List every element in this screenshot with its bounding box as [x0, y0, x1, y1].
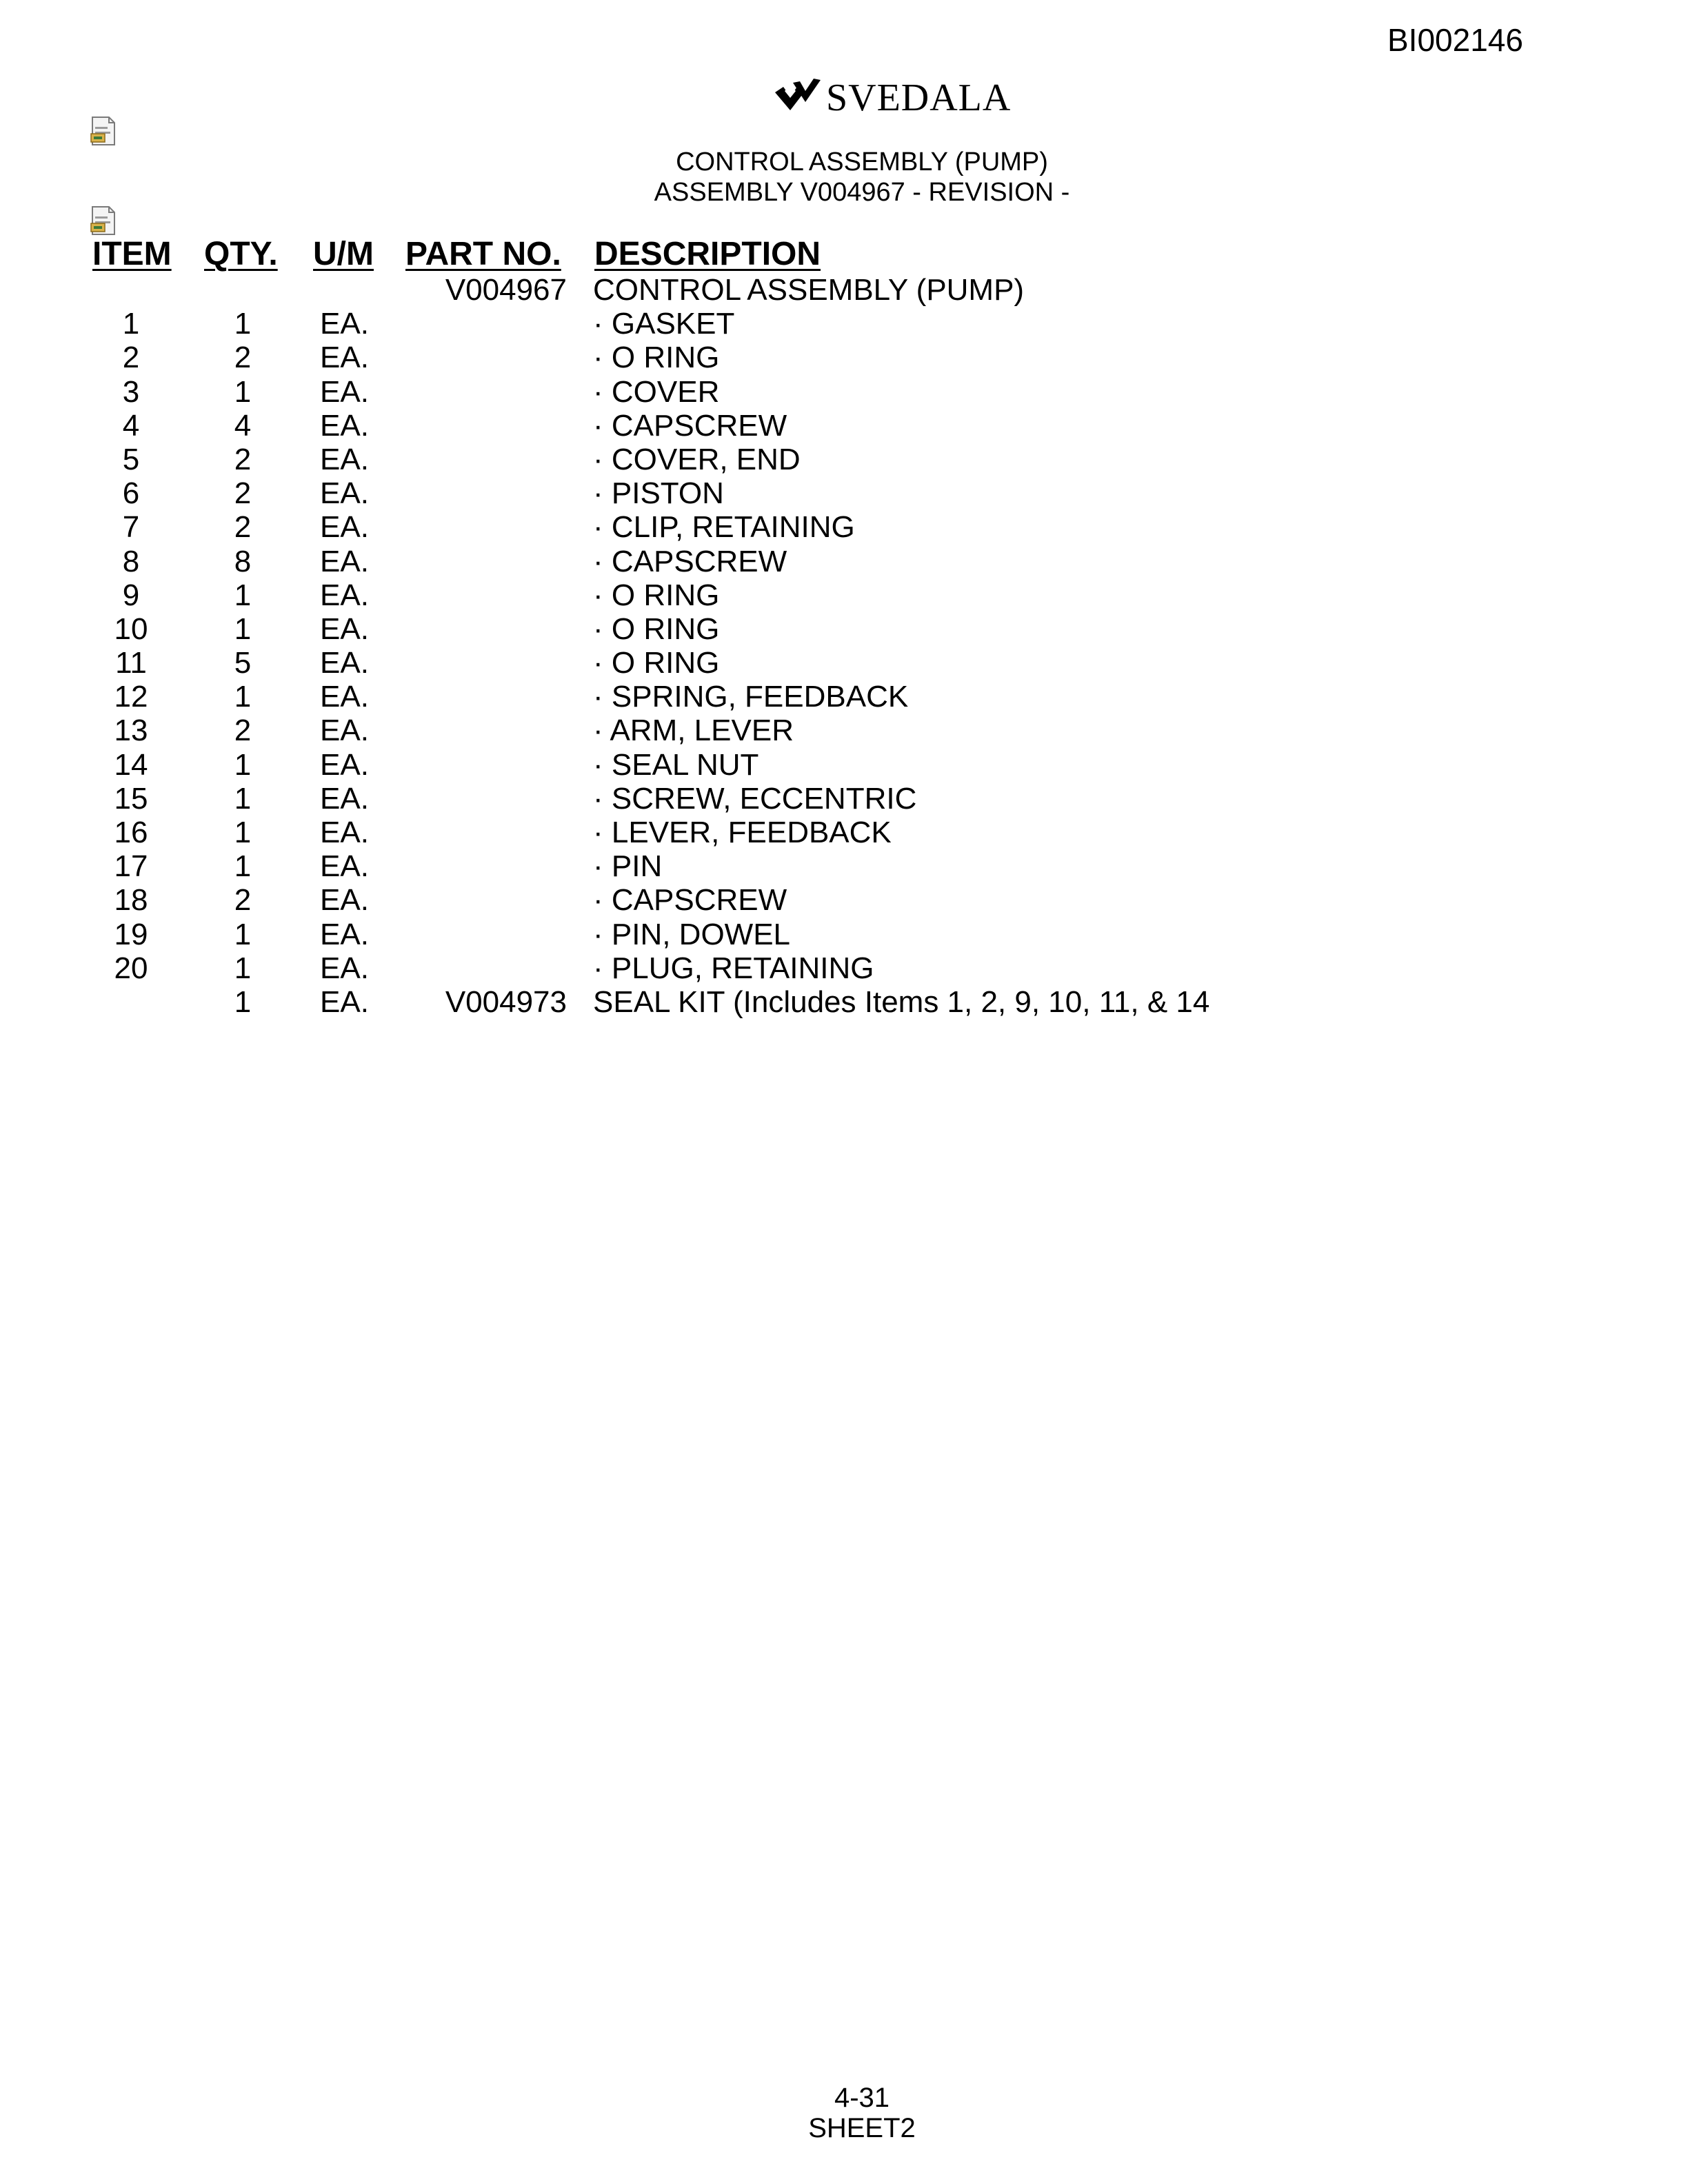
item-number-cell: 13	[114, 714, 148, 748]
table-row	[0, 578, 1688, 612]
quantity-cell: 2	[234, 341, 252, 375]
item-number-cell: 17	[114, 849, 148, 884]
logo-wordmark: SVEDALA	[826, 77, 1012, 119]
quantity-cell: 8	[234, 544, 252, 578]
item-number-cell: 16	[114, 816, 148, 849]
item-number-cell: 18	[114, 883, 148, 918]
quantity-cell: 1	[234, 917, 252, 951]
description-cell: · SCREW, ECCENTRIC	[593, 781, 917, 816]
table-row	[0, 680, 1688, 714]
quantity-cell: 2	[234, 510, 252, 545]
embedded-document-icon[interactable]	[90, 116, 117, 146]
description-cell: · LEVER, FEEDBACK	[593, 816, 892, 849]
table-row	[0, 443, 1688, 476]
description-cell: · GASKET	[593, 307, 735, 341]
description-cell: · CAPSCREW	[593, 408, 787, 443]
unit-of-measure-cell: EA.	[320, 307, 369, 341]
unit-of-measure-cell: EA.	[320, 747, 369, 782]
quantity-cell: 2	[234, 442, 252, 476]
quantity-cell: 1	[234, 307, 252, 341]
quantity-cell: 4	[234, 408, 252, 443]
table-row	[0, 307, 1688, 341]
sheet-label: SHEET2	[808, 2113, 916, 2143]
column-header-item: ITEM	[92, 236, 172, 272]
quantity-cell: 1	[234, 680, 252, 714]
table-row	[0, 612, 1688, 646]
item-number-cell: 11	[115, 646, 147, 680]
description-cell: CONTROL ASSEMBLY (PUMP)	[593, 273, 1025, 307]
quantity-cell: 1	[234, 781, 252, 816]
assembly-title: CONTROL ASSEMBLY (PUMP)	[676, 148, 1048, 176]
table-row	[0, 782, 1688, 816]
table-row	[0, 476, 1688, 510]
embedded-document-icon[interactable]	[90, 205, 117, 236]
unit-of-measure-cell: EA.	[320, 849, 369, 884]
table-row	[0, 273, 1688, 307]
unit-of-measure-cell: EA.	[320, 883, 369, 918]
table-row	[0, 985, 1688, 1019]
description-cell: · O RING	[593, 341, 720, 375]
unit-of-measure-cell: EA.	[320, 442, 369, 476]
table-row	[0, 849, 1688, 883]
assembly-subtitle: ASSEMBLY V004967 - REVISION -	[654, 178, 1070, 207]
quantity-cell: 1	[234, 984, 252, 1019]
unit-of-measure-cell: EA.	[320, 341, 369, 375]
quantity-cell: 2	[234, 714, 252, 748]
item-number-cell: 19	[114, 917, 148, 951]
quantity-cell: 1	[234, 578, 252, 612]
item-number-cell: 4	[122, 408, 140, 443]
quantity-cell: 1	[234, 374, 252, 409]
item-number-cell: 9	[122, 578, 140, 612]
description-cell: · SEAL NUT	[593, 747, 759, 782]
table-row	[0, 883, 1688, 917]
item-number-cell: 1	[122, 307, 140, 341]
description-cell: · PLUG, RETAINING	[593, 951, 874, 985]
table-row	[0, 951, 1688, 985]
quantity-cell: 2	[234, 883, 252, 918]
unit-of-measure-cell: EA.	[320, 408, 369, 443]
item-number-cell: 10	[114, 611, 148, 646]
column-header-um: U/M	[313, 236, 374, 272]
description-cell: · PIN	[593, 849, 663, 884]
item-number-cell: 15	[114, 781, 148, 816]
item-number-cell: 2	[122, 341, 140, 375]
unit-of-measure-cell: EA.	[320, 714, 369, 748]
quantity-cell: 1	[234, 849, 252, 884]
unit-of-measure-cell: EA.	[320, 984, 369, 1019]
table-row	[0, 375, 1688, 409]
table-row	[0, 409, 1688, 443]
unit-of-measure-cell: EA.	[320, 611, 369, 646]
column-header-qty: QTY.	[204, 236, 278, 272]
description-cell: · CAPSCREW	[593, 544, 787, 578]
quantity-cell: 1	[234, 951, 252, 985]
svedala-logo-mark-icon	[772, 77, 825, 119]
table-row	[0, 510, 1688, 544]
description-cell: · COVER	[593, 374, 720, 409]
item-number-cell: 3	[122, 374, 140, 409]
description-cell: · PISTON	[593, 476, 724, 511]
table-row	[0, 341, 1688, 374]
unit-of-measure-cell: EA.	[320, 544, 369, 578]
document-id: BI002146	[1387, 22, 1523, 58]
unit-of-measure-cell: EA.	[320, 951, 369, 985]
page-number: 4-31	[834, 2083, 890, 2113]
item-number-cell: 14	[114, 747, 148, 782]
description-cell: · O RING	[593, 646, 720, 680]
quantity-cell: 1	[234, 747, 252, 782]
table-row	[0, 646, 1688, 680]
description-cell: · SPRING, FEEDBACK	[593, 680, 909, 714]
description-cell: · COVER, END	[593, 442, 801, 476]
part-number-cell: V004973	[445, 984, 567, 1019]
table-row	[0, 545, 1688, 578]
quantity-cell: 2	[234, 476, 252, 511]
description-cell: · ARM, LEVER	[593, 714, 794, 748]
description-cell: SEAL KIT (Includes Items 1, 2, 9, 10, 11, & 14	[593, 984, 1210, 1019]
unit-of-measure-cell: EA.	[320, 646, 369, 680]
quantity-cell: 1	[234, 816, 252, 849]
item-number-cell: 6	[122, 476, 140, 511]
item-number-cell: 7	[122, 510, 140, 545]
quantity-cell: 5	[234, 646, 252, 680]
unit-of-measure-cell: EA.	[320, 816, 369, 849]
description-cell: · O RING	[593, 611, 720, 646]
unit-of-measure-cell: EA.	[320, 510, 369, 545]
unit-of-measure-cell: EA.	[320, 917, 369, 951]
description-cell: · CLIP, RETAINING	[593, 510, 855, 545]
quantity-cell: 1	[234, 611, 252, 646]
table-row	[0, 748, 1688, 782]
table-row	[0, 918, 1688, 951]
item-number-cell: 20	[114, 951, 148, 985]
item-number-cell: 12	[114, 680, 148, 714]
unit-of-measure-cell: EA.	[320, 680, 369, 714]
description-cell: · O RING	[593, 578, 720, 612]
unit-of-measure-cell: EA.	[320, 781, 369, 816]
unit-of-measure-cell: EA.	[320, 374, 369, 409]
part-number-cell: V004967	[445, 273, 567, 307]
unit-of-measure-cell: EA.	[320, 476, 369, 511]
svedala-logo	[772, 77, 1011, 119]
column-header-description: DESCRIPTION	[594, 236, 821, 272]
item-number-cell: 5	[122, 442, 140, 476]
table-row	[0, 714, 1688, 747]
column-header-part-no: PART NO.	[405, 236, 561, 272]
item-number-cell: 8	[122, 544, 140, 578]
description-cell: · CAPSCREW	[593, 883, 787, 918]
description-cell: · PIN, DOWEL	[593, 917, 791, 951]
table-row	[0, 816, 1688, 849]
unit-of-measure-cell: EA.	[320, 578, 369, 612]
parts-table	[0, 273, 1688, 1019]
